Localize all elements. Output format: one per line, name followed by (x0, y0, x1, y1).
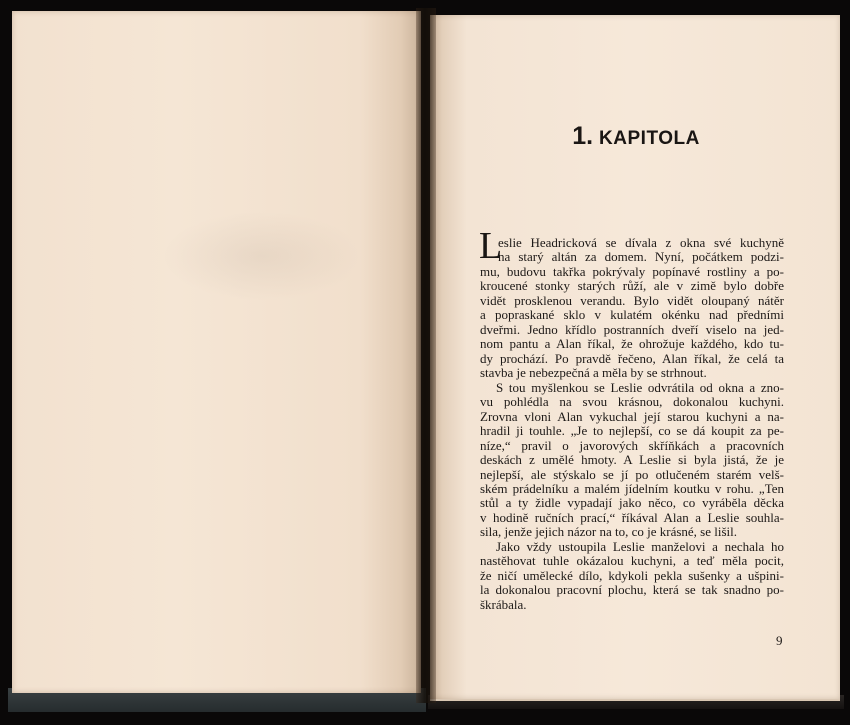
text-line: ském prádelníku a malém jídelním koutku v rohu. „Ten (480, 480, 784, 496)
left-page (12, 11, 421, 693)
text-line: na starý altán za domem. Nyní, počátkem podzi- (498, 249, 784, 265)
chapter-number: 1. (572, 122, 594, 150)
page-number: 9 (776, 633, 783, 648)
text-line: nastěhovat tuhle okázalou kuchyni, a teď měla pocit, (480, 553, 784, 569)
text-line: stůl a ty židle vypadají jako něco, co vyráběla děcka (480, 495, 784, 511)
text-line: eslie Headricková se dívala z okna své kuchyně (498, 235, 784, 250)
drop-cap: L (479, 225, 503, 267)
book-gutter (416, 8, 436, 703)
text-line: hradil ji touhle. „Je to nejlepší, co se dá koupit za pe- (480, 423, 784, 439)
text-line: že ničí umělecké dílo, kdykoli pekla sušenky a ušpini- (480, 567, 784, 583)
text-line: deskách z umělé hmoty. A Leslie si byla jistá, že je (480, 452, 784, 468)
text-line: dveřmi. Jedno křídlo postranních dveří viselo na jed- (480, 321, 784, 337)
text-line: škrábala. (480, 596, 527, 612)
body-text (480, 236, 784, 612)
text-line: Jako vždy ustoupila Leslie manželovi a nechala ho (496, 538, 784, 554)
text-line: stavba je nebezpečná a měla by se strhnout. (480, 365, 707, 381)
chapter-heading (432, 122, 840, 151)
show-through-smudge (162, 211, 362, 301)
text-line: Zrovna vloni Alan vykuchal její starou kuchyni a na- (480, 408, 784, 424)
text-line: la dokonalou pracovní plochu, která se tak snadno po- (480, 582, 784, 598)
text-line: níze,“ pravil o javorových skříňkách a pracovních (480, 437, 784, 453)
text-line: nejlepší, ale stýskalo se jí po otlučeném starém velš- (480, 466, 784, 482)
text-line: mu, budovu takřka pokrývaly popínavé rostliny a po- (480, 263, 784, 279)
text-line: a popraskané sklo v kulatém okénku nad předními (480, 307, 784, 323)
text-line: vidět prosklenou verandu. Bylo vidět oloupaný nátěr (480, 292, 784, 308)
text-line: v hodině ručních prací,“ říkával Alan a Leslie souhla- (480, 509, 784, 525)
text-line: S tou myšlenkou se Leslie odvrátila od okna a zno- (496, 379, 784, 395)
text-line: dy prochází. Po pravdě řečeno, Alan říkal, že celá ta (480, 350, 784, 366)
text-line: kroucené stonky starých růží, ale v zimě bylo dobře (480, 278, 784, 294)
text-line: nom pantu a Alan říkal, že ohrožuje každého, kdo tu- (480, 336, 784, 352)
chapter-title: KAPITOLA (599, 128, 700, 149)
text-line: vu pohlédla na svou krásnou, dokonalou kuchyni. (480, 394, 784, 410)
text-line: sila, jenže jejich názor na to, co je krásné, se lišil. (480, 524, 738, 540)
